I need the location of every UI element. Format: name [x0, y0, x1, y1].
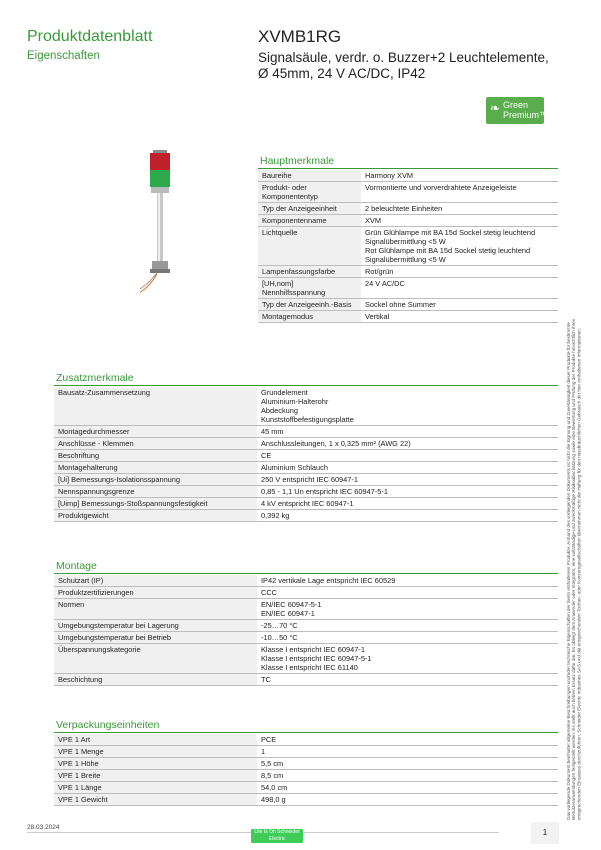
spec-key: Beschriftung: [54, 450, 257, 462]
spec-key: Überspannungskategorie: [54, 644, 257, 674]
spec-key: [Uimp] Bemessungs-Stoßspannungsfestigkeit: [54, 498, 257, 510]
spec-value: Vertikal: [361, 311, 558, 323]
spec-key: [Ui] Bemessungs-Isolationsspannung: [54, 474, 257, 486]
spec-key: [UH,nom] Nennhilfsspannung: [258, 278, 361, 299]
spec-table-zusatzmerkmale: [54, 387, 558, 522]
spec-row: [54, 770, 558, 782]
spec-row: [54, 620, 558, 632]
spec-value: Rot/grün: [361, 266, 558, 278]
spec-row: [54, 599, 558, 620]
spec-row: [258, 215, 558, 227]
spec-key: Lichtquelle: [258, 227, 361, 266]
section-divider: [54, 385, 558, 386]
spec-value: Vormontierte und vorverdrahtete Anzeigeleiste: [361, 182, 558, 203]
spec-value: 250 V entspricht IEC 60947-1: [257, 474, 558, 486]
spec-row: [258, 203, 558, 215]
spec-value: 1: [257, 746, 558, 758]
product-code: XVMB1RG: [258, 27, 342, 46]
spec-row: [258, 311, 558, 323]
spec-value: 0,85 - 1,1 Un entspricht IEC 60947-5-1: [257, 486, 558, 498]
spec-row: [54, 450, 558, 462]
spec-row: [54, 674, 558, 686]
spec-row: [258, 182, 558, 203]
spec-value: -25…70 °C: [257, 620, 558, 632]
spec-value: 4 kV entspricht IEC 60947-1: [257, 498, 558, 510]
spec-key: Produktgewicht: [54, 510, 257, 522]
badge-line2: Premium™: [503, 110, 549, 120]
spec-table-hauptmerkmale: [258, 170, 558, 323]
product-description: Signalsäule, verdr. o. Buzzer+2 Leuchtelemente, Ø 45mm, 24 V AC/DC, IP42: [258, 50, 549, 81]
spec-key: Montagehalterung: [54, 462, 257, 474]
spec-value: 0,392 kg: [257, 510, 558, 522]
header-right: [258, 28, 558, 82]
green-premium-badge: [486, 97, 549, 124]
section-title-zusatzmerkmale: Zusatzmerkmale: [56, 372, 134, 384]
spec-row: [54, 474, 558, 486]
spec-table-montage: [54, 575, 558, 686]
spec-row: [54, 486, 558, 498]
spec-value: Anschlussleitungen, 1 x 0,325 mm² (AWG 22): [257, 438, 558, 450]
spec-row: [54, 462, 558, 474]
footer-date: 28.03.2024: [27, 824, 60, 831]
section-divider: [54, 573, 558, 574]
spec-value: CE: [257, 450, 558, 462]
spec-row: [258, 227, 558, 266]
spec-key: Typ der Anzeigeeinheit: [258, 203, 361, 215]
spec-row: [258, 299, 558, 311]
schneider-logo: [251, 829, 303, 843]
spec-row: [54, 644, 558, 674]
disclaimer-text: Das vorliegende Dokument beinhaltet allgemeine Beschreibungen und/oder technische Eigenschaften der hierin enthaltenen Produkte. Anhand des vorliegenden Dokuments ist nicht die Eignung und Zuverlässigkeit dieser Produkte für bestimmte Benutzeranwendungen festgestellt werden. Es stellt auch keinen Ersatz dafür dar. Es obliegt dem Anwender oder Integrator, eine vollständige und zweckmäßige Risikoabschätzung sowie eine Bewertung und Prüfung der Produkte hinsichtlich ihres entsprechenden Einsatzes durchzuführen. Schneider Electric Industries SAS und die entsprechenden Tochter- oder Konzerngesellschaften übernehmen nicht die Haftung für den missbräuchlichen Gebrauch der hier enthaltenen Informationen.: [566, 318, 582, 820]
spec-value: IP42 vertikale Lage entspricht IEC 60529: [257, 575, 558, 587]
section-divider: [258, 168, 558, 169]
badge-line1: Green: [503, 100, 529, 110]
section-title-hauptmerkmale: Hauptmerkmale: [260, 155, 335, 167]
spec-value: PCE: [257, 734, 558, 746]
spec-value: CCC: [257, 587, 558, 599]
spec-row: [54, 426, 558, 438]
spec-key: Lampenfassungsfarbe: [258, 266, 361, 278]
spec-key: VPE 1 Gewicht: [54, 794, 257, 806]
spec-value: Grün Glühlampe mit BA 15d Sockel stetig leuchtend Signalübermittlung <5 W Rot Glühlampe mit BA 15d Sockel stetig leuchtend Signalübermittlung <5 W: [361, 227, 558, 266]
spec-value: Klasse I entspricht IEC 60947-1 Klasse I entspricht IEC 60947-5-1 Klasse I entspricht IEC 61140: [257, 644, 558, 674]
product-image: [140, 148, 195, 308]
spec-row: [54, 758, 558, 770]
spec-row: [54, 632, 558, 644]
spec-key: Nennspannungsgrenze: [54, 486, 257, 498]
spec-value: 54,0 cm: [257, 782, 558, 794]
spec-row: [54, 734, 558, 746]
spec-row: [54, 438, 558, 450]
spec-key: Anschlüsse - Klemmen: [54, 438, 257, 450]
spec-value: EN/IEC 60947-5-1 EN/IEC 60947-1: [257, 599, 558, 620]
spec-value: Harmony XVM: [361, 170, 558, 182]
spec-value: Grundelement Aluminium-Halterohr Abdeckung Kunststoffbefestigungsplatte: [257, 387, 558, 426]
spec-key: VPE 1 Breite: [54, 770, 257, 782]
spec-row: [54, 575, 558, 587]
doc-subtitle: Eigenschaften: [27, 50, 100, 62]
spec-value: -10…50 °C: [257, 632, 558, 644]
spec-key: VPE 1 Art: [54, 734, 257, 746]
spec-key: Montagedurchmesser: [54, 426, 257, 438]
spec-key: Umgebungstemperatur bei Lagerung: [54, 620, 257, 632]
logo-text: Life Is On Schneider Electric: [254, 829, 300, 842]
spec-key: Schutzart (IP): [54, 575, 257, 587]
spec-value: 498,0 g: [257, 794, 558, 806]
spec-row: [54, 498, 558, 510]
spec-row: [54, 746, 558, 758]
spec-key: Bausatz-Zusammensetzung: [54, 387, 257, 426]
section-divider: [54, 732, 558, 733]
spec-key: Beschichtung: [54, 674, 257, 686]
spec-key: Normen: [54, 599, 257, 620]
spec-key: Komponentenname: [258, 215, 361, 227]
spec-key: VPE 1 Menge: [54, 746, 257, 758]
spec-value: TC: [257, 674, 558, 686]
spec-key: Umgebungstemperatur bei Betrieb: [54, 632, 257, 644]
spec-key: Produktzertifizierungen: [54, 587, 257, 599]
spec-value: 2 beleuchtete Einheiten: [361, 203, 558, 215]
spec-key: Typ der Anzeigeeinh.-Basis: [258, 299, 361, 311]
spec-row: [54, 510, 558, 522]
spec-row: [54, 794, 558, 806]
spec-value: 8,5 cm: [257, 770, 558, 782]
doc-title: Produktdatenblatt: [27, 28, 153, 45]
spec-row: [54, 587, 558, 599]
spec-table-verpackung: [54, 734, 558, 806]
spec-key: Montagemodus: [258, 311, 361, 323]
spec-value: Aluminium Schlauch: [257, 462, 558, 474]
spec-key: VPE 1 Höhe: [54, 758, 257, 770]
spec-row: [258, 266, 558, 278]
spec-value: 5,5 cm: [257, 758, 558, 770]
spec-value: 45 mm: [257, 426, 558, 438]
header-left: [27, 28, 152, 63]
section-title-montage: Montage: [56, 560, 97, 572]
page-number: 1: [531, 822, 559, 844]
spec-row: [258, 170, 558, 182]
spec-value: Sockel ohne Summer: [361, 299, 558, 311]
spec-row: [54, 387, 558, 426]
spec-key: Produkt- oder Komponententyp: [258, 182, 361, 203]
leaf-icon: ❧: [490, 101, 501, 115]
spec-value: XVM: [361, 215, 558, 227]
spec-key: Baureihe: [258, 170, 361, 182]
spec-value: 24 V AC/DC: [361, 278, 558, 299]
spec-row: [54, 782, 558, 794]
section-title-verpackung: Verpackungseinheiten: [56, 719, 160, 731]
spec-row: [258, 278, 558, 299]
spec-key: VPE 1 Länge: [54, 782, 257, 794]
